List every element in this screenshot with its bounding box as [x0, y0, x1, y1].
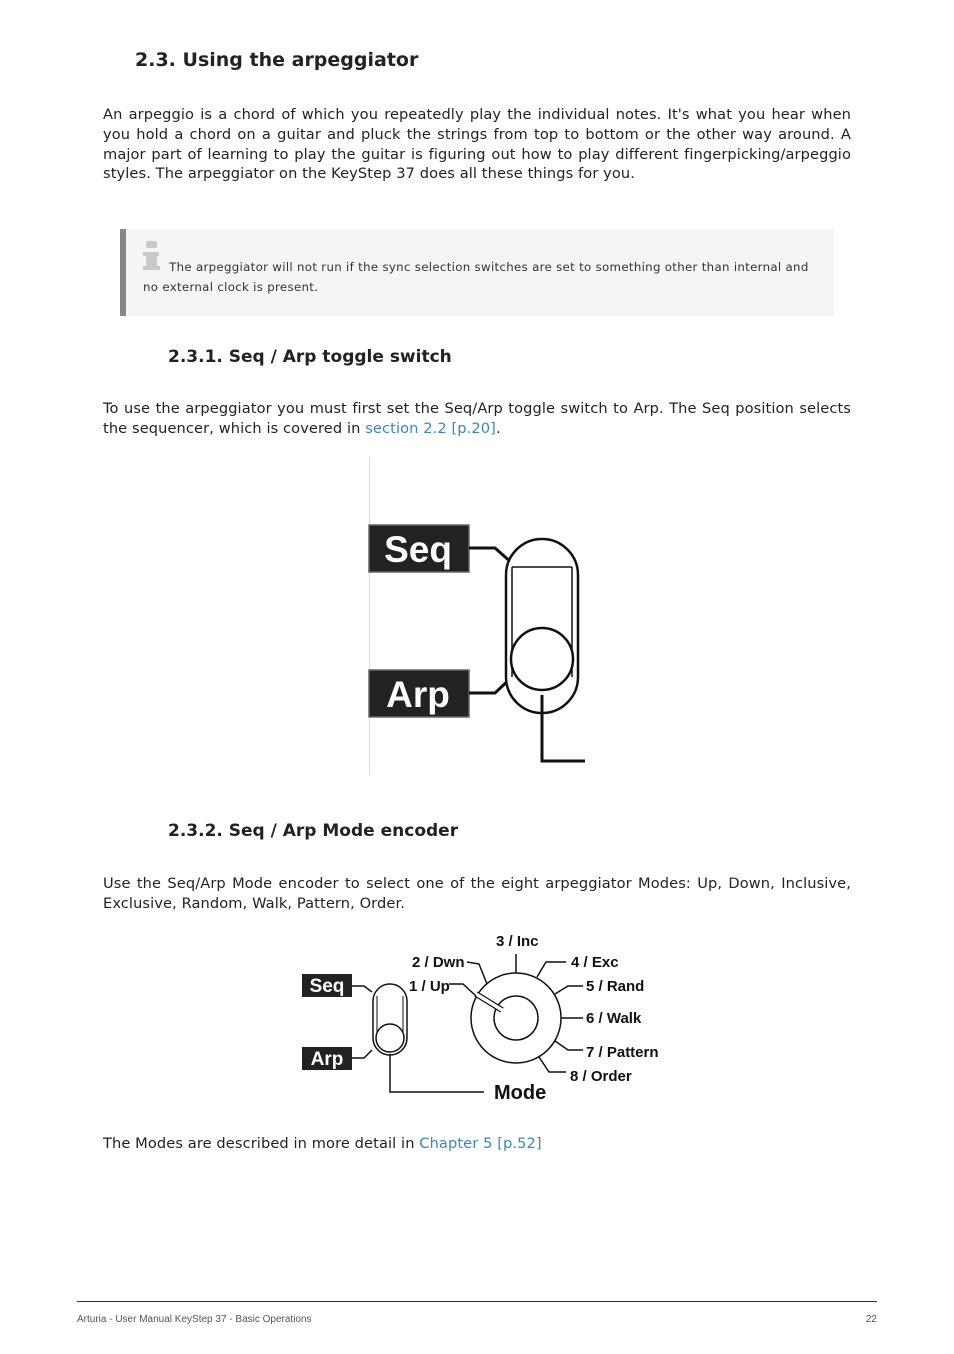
footer-title: Arturia - User Manual KeyStep 37 - Basic Operations	[77, 1314, 312, 1325]
mode-5-label: 5 / Rand	[586, 978, 645, 995]
note-body	[143, 253, 823, 297]
mode-2-label: 2 / Dwn	[412, 954, 465, 971]
closing-text: The Modes are described in more detail in	[103, 1135, 420, 1152]
toggle-paragraph	[103, 399, 851, 439]
closing-paragraph	[103, 1134, 851, 1154]
info-note	[120, 229, 834, 316]
section-title-text: Using the arpeggiator	[182, 49, 419, 71]
mode-1-label: 1 / Up	[409, 978, 450, 995]
section-number: 2.3.	[135, 49, 176, 71]
seq-arp-toggle-figure	[360, 455, 600, 780]
toggle-switch-small-icon	[373, 984, 407, 1055]
info-icon	[143, 253, 165, 273]
toggle-switch-icon	[506, 539, 578, 713]
arp-label-small: Arp	[310, 1049, 344, 1070]
section-2-2-link[interactable]: section 2.2 [p.20]	[365, 419, 496, 437]
mode-7-label: 7 / Pattern	[586, 1044, 659, 1061]
arp-label-box	[369, 670, 469, 717]
encoder-paragraph: Use the Seq/Arp Mode encoder to select one of the eight arpeggiator Modes: Up, Down, Inclusive, Exclusive, Random, Walk, Pattern, Order.	[103, 875, 851, 912]
section-title	[135, 49, 418, 71]
seq-label-small: Seq	[309, 976, 345, 997]
intro-paragraph: An arpeggio is a chord of which you repeatedly play the individual notes. It's what you hear when you hold a chord on a guitar and pluck the strings from top to bottom or the other way around. A major part of learning to play the guitar is figuring out how to play different fingerpicking/arpeggio styles. The arpeggiator on the KeyStep 37 does all these things for you.	[103, 106, 851, 183]
mode-4-label: 4 / Exc	[571, 954, 619, 971]
mode-encoder-knob-icon	[471, 973, 561, 1063]
mode-label: Mode	[494, 1082, 547, 1104]
seq-label: Seq	[384, 529, 452, 570]
seq-label-box-small	[302, 974, 352, 997]
subsection-title-encoder: 2.3.2. Seq / Arp Mode encoder	[168, 821, 459, 841]
arp-label: Arp	[386, 674, 450, 715]
chapter-5-link[interactable]: Chapter 5 [p.52]	[419, 1135, 542, 1152]
toggle-paragraph-text: To use the arpeggiator you must first set the Seq/Arp toggle switch to Arp. The Seq position selects the sequencer, which is covered in	[103, 400, 851, 437]
seq-label-box	[369, 525, 469, 572]
mode-8-label: 8 / Order	[570, 1068, 632, 1085]
subsection-title-toggle: 2.3.1. Seq / Arp toggle switch	[168, 347, 452, 367]
arp-label-box-small	[302, 1047, 352, 1070]
mode-6-label: 6 / Walk	[586, 1010, 642, 1027]
toggle-paragraph-end: .	[495, 419, 501, 437]
footer-divider	[77, 1301, 877, 1302]
mode-encoder-figure	[296, 926, 666, 1106]
mode-3-label: 3 / Inc	[496, 933, 539, 950]
page-number: 22	[865, 1314, 877, 1325]
note-text: The arpeggiator will not run if the sync selection switches are set to something other than internal and no external clock is present.	[143, 260, 809, 294]
